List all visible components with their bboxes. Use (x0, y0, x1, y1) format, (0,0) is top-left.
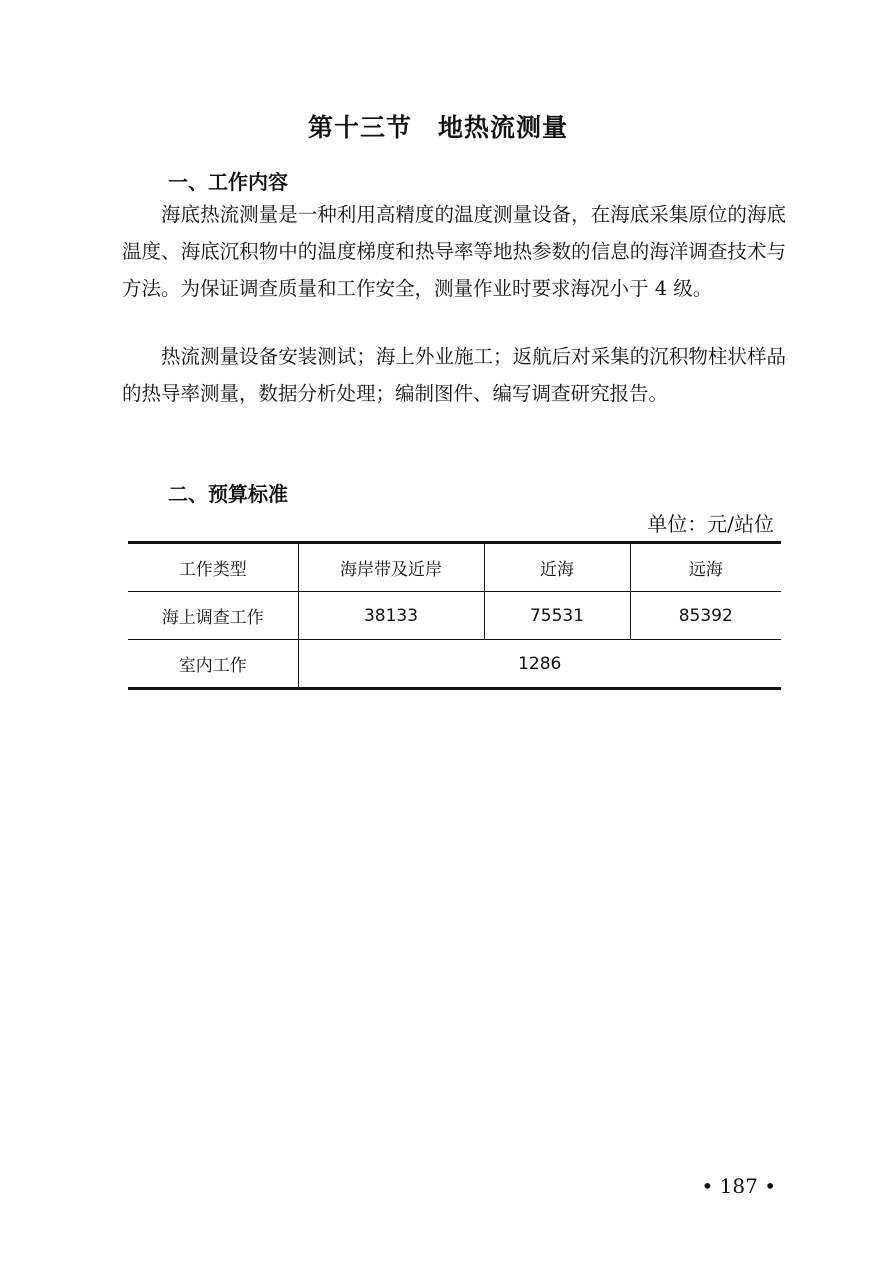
table-row-label: 室内工作 (128, 640, 298, 689)
table-cell: 85392 (630, 592, 781, 640)
table-header-cell: 工作类型 (128, 543, 298, 592)
paragraph-work-content-2: 热流测量设备安装测试；海上外业施工；返航后对采集的沉积物柱状样品的热导率测量，数据分析处理；编制图件、编写调查研究报告。 (122, 345, 786, 405)
table-cell-merged: 1286 (298, 640, 781, 689)
heading-work-content: 一、工作内容 (168, 170, 288, 194)
table-cell: 38133 (298, 592, 484, 640)
table-cell: 75531 (484, 592, 630, 640)
unit-label: 单位：元/站位 (647, 512, 774, 536)
table-row (128, 592, 781, 640)
page-number: • 187 • (701, 1174, 776, 1198)
table-header-cell: 近海 (484, 543, 630, 592)
section-title: 第十三节 地热流测量 (307, 113, 568, 142)
table-row (128, 640, 781, 689)
table-row-label: 海上调查工作 (128, 592, 298, 640)
paragraph-work-content-1: 海底热流测量是一种利用高精度的温度测量设备，在海底采集原位的海底温度、海底沉积物中的温度梯度和热导率等地热参数的信息的海洋调查技术与方法。为保证调查质量和工作安全，测量作业时要求海况小于 4 级。 (122, 203, 786, 300)
table-header-row (128, 543, 781, 592)
table-header-cell: 远海 (630, 543, 781, 592)
heading-budget-standard: 二、预算标准 (168, 482, 288, 506)
table-header-cell: 海岸带及近岸 (298, 543, 484, 592)
budget-table (128, 541, 781, 690)
